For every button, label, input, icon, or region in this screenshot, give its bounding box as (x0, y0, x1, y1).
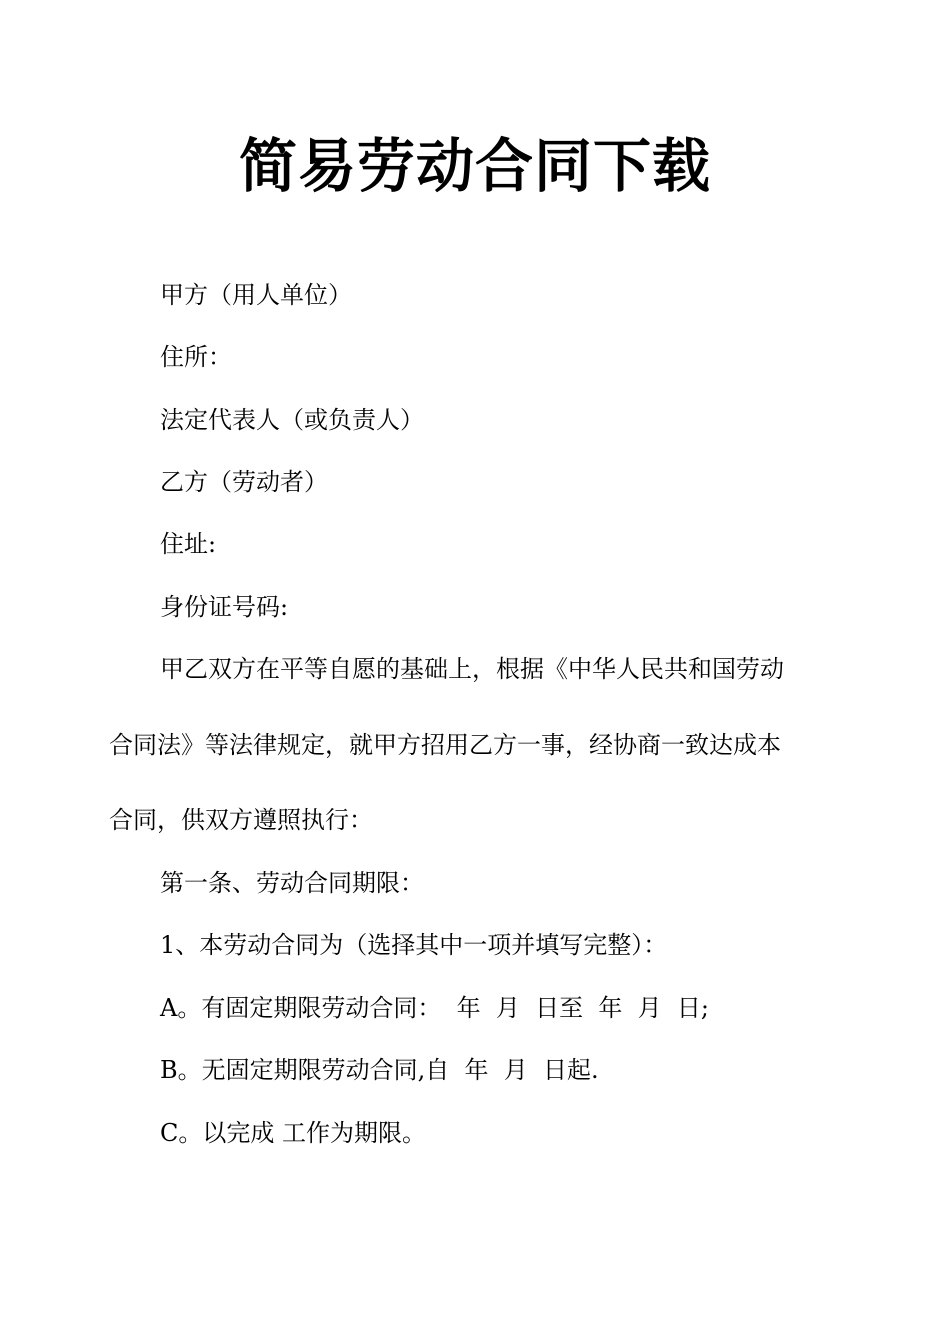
option-c-text: C。以完成 工作为期限。 (160, 1119, 426, 1147)
preamble-line-2: 合同法》等法律规定，就甲方招用乙方一事，经协商一致达成本 (109, 731, 781, 759)
article-1-heading: 第一条、劳动合同期限： (160, 869, 424, 897)
option-b-text: B。无固定期限劳动合同,自 年 月 日起. (160, 1056, 599, 1084)
legal-representative-label: 法定代表人（或负责人） (160, 406, 424, 434)
option-a-text: A。有固定期限劳动合同： 年 月 日至 年 月 日; (160, 994, 709, 1022)
party-b-label: 乙方（劳动者） (160, 468, 328, 496)
party-b-address-label: 住址: (160, 530, 217, 558)
preamble-line-3: 合同，供双方遵照执行： (109, 806, 373, 834)
id-number-label: 身份证号码: (160, 593, 289, 621)
document-title: 简易劳动合同下载 (238, 132, 711, 200)
party-a-address-label: 住所： (160, 343, 232, 371)
party-a-label: 甲方（用人单位） (160, 281, 352, 309)
preamble-line-1: 甲乙双方在平等自愿的基础上，根据《中华人民共和国劳动 (160, 655, 784, 683)
clause-1-text: 1、本劳动合同为（选择其中一项并填写完整）： (160, 931, 668, 959)
